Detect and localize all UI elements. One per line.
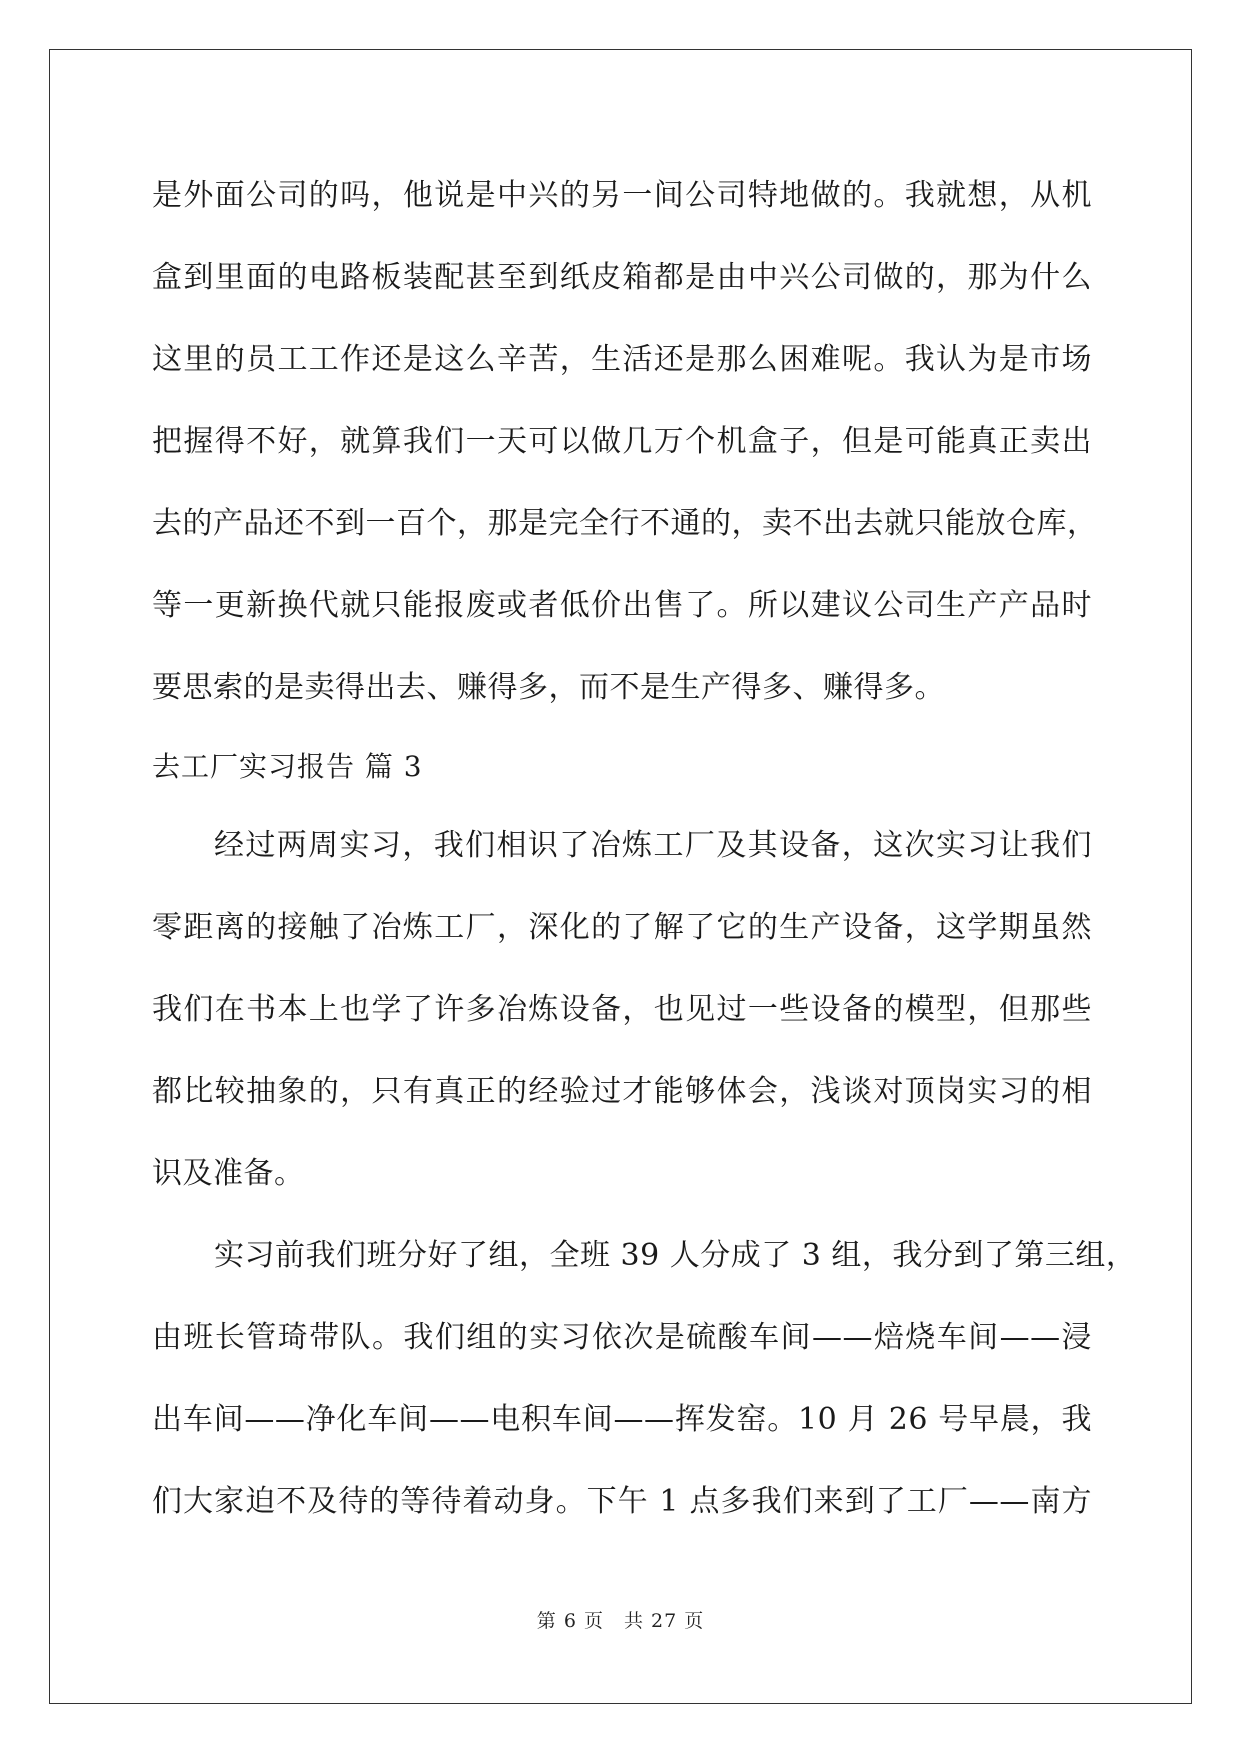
text-line: 零距离的接触了冶炼工厂，深化的了解了它的生产设备，这学期虽然 [152, 910, 1092, 945]
text-line: 是外面公司的吗，他说是中兴的另一间公司特地做的。我就想，从机 [152, 178, 1092, 213]
text-line: 出车间——净化车间——电积车间——挥发窑。10 月 26 号早晨，我 [152, 1402, 1092, 1437]
paragraph-continued [152, 155, 1098, 729]
text-line: 都比较抽象的，只有真正的经验过才能够体会，浅谈对顶岗实习的相 [152, 1074, 1092, 1109]
text-line: 等一更新换代就只能报废或者低价出售了。所以建议公司生产产品时 [152, 588, 1092, 623]
page-number-footer: 第 6 页 共 27 页 [536, 1610, 705, 1632]
text-line: 去的产品还不到一百个，那是完全行不通的，卖不出去就只能放仓库， [152, 506, 1098, 541]
text-line: 由班长管琦带队。我们组的实习依次是硫酸车间——焙烧车间——浸 [152, 1320, 1092, 1355]
paragraph-1 [152, 805, 1092, 1215]
text-line: 这里的员工工作还是这么辛苦，生活还是那么困难呢。我认为是市场 [152, 342, 1092, 377]
text-line: 们大家迫不及待的等待着动身。下午 1 点多我们来到了工厂——南方 [152, 1484, 1092, 1519]
text-line: 把握得不好，就算我们一天可以做几万个机盒子，但是可能真正卖出 [152, 424, 1092, 459]
section-heading: 去工厂实习报告 篇 3 [152, 750, 423, 783]
text-line: 要思索的是卖得出去、赚得多，而不是生产得多、赚得多。 [152, 670, 945, 705]
text-line: 我们在书本上也学了许多冶炼设备，也见过一些设备的模型，但那些 [152, 992, 1092, 1027]
text-line: 盒到里面的电路板装配甚至到纸皮箱都是由中兴公司做的，那为什么 [152, 260, 1092, 295]
paragraph-2 [152, 1215, 1137, 1543]
text-line: 经过两周实习，我们相识了冶炼工厂及其设备，这次实习让我们 [214, 828, 1092, 863]
text-line: 识及准备。 [152, 1156, 305, 1191]
document-body [152, 155, 1137, 1543]
text-line: 实习前我们班分好了组，全班 39 人分成了 3 组，我分到了第三组， [214, 1238, 1137, 1273]
